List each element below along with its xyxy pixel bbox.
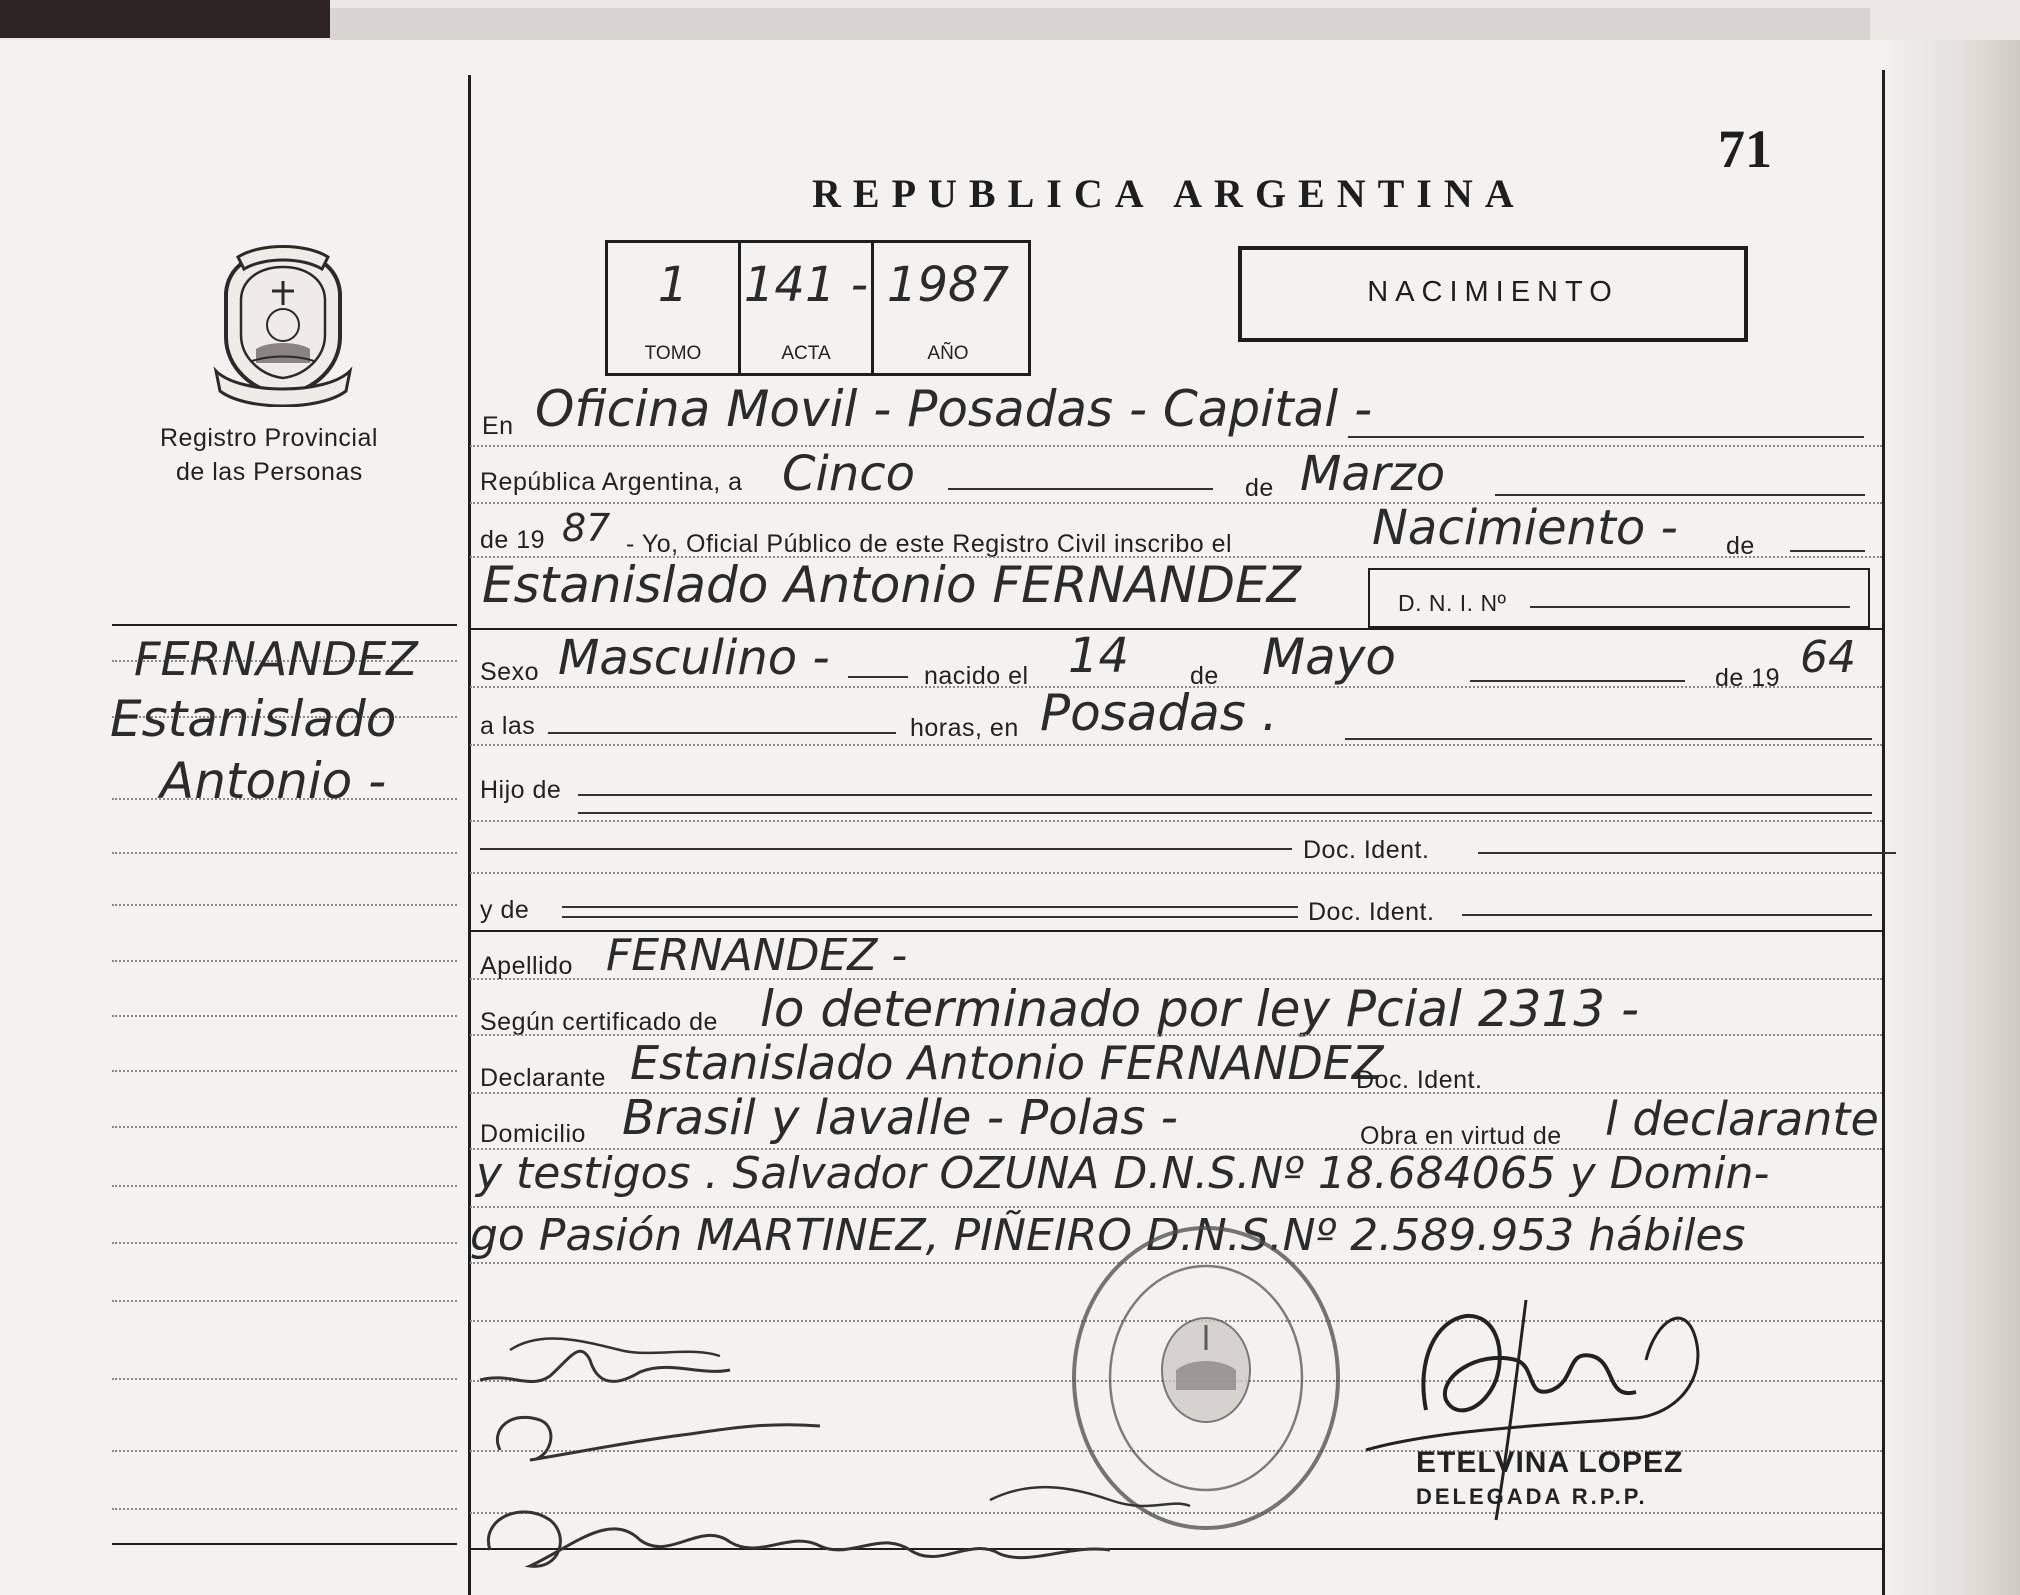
acta-label: ACTA <box>781 343 831 364</box>
fill-line <box>848 676 908 678</box>
obra-value: l declarante <box>1605 1092 1879 1146</box>
official-name: ETELVINA LOPEZ <box>1416 1446 1684 1479</box>
inscribe-type: Nacimiento - <box>1372 500 1678 556</box>
page-edge <box>330 8 1870 44</box>
acta-value: 141 - <box>743 257 869 313</box>
margin-dotline <box>112 1450 457 1452</box>
margin-dotline <box>112 960 457 962</box>
fill-line <box>578 812 1872 814</box>
birth-month: Mayo <box>1262 628 1396 686</box>
page-number: 71 <box>1718 119 1772 179</box>
segun-label: Según certificado de <box>480 1008 718 1036</box>
page-title: REPUBLICA ARGENTINA <box>812 171 1526 216</box>
margin-given-name-1: Estanislado <box>110 690 397 748</box>
margin-dotline <box>112 904 457 906</box>
doc-ident-1: Doc. Ident. <box>1303 836 1430 864</box>
registry-name-line1: Registro Provincial <box>160 424 378 452</box>
fill-line <box>1790 550 1865 552</box>
domicilio-value: Brasil y lavalle - Polas - <box>622 1090 1178 1146</box>
month-text: Marzo <box>1300 446 1446 502</box>
fill-line <box>562 916 1298 918</box>
margin-rule-bottom <box>112 1543 457 1545</box>
full-name: Estanislado Antonio FERNANDEZ <box>482 556 1301 614</box>
year-prefix: de 19 <box>480 526 546 554</box>
day-text: Cinco <box>782 446 916 502</box>
margin-dotline <box>112 1300 457 1302</box>
fill-line <box>1462 914 1872 916</box>
fill-line <box>1478 852 1896 854</box>
row-dotline <box>470 1206 1882 1208</box>
page-stack-edge <box>1880 40 2020 1595</box>
doc-ident-3: Doc. Ident. <box>1356 1066 1483 1094</box>
sexo-value: Masculino - <box>558 630 830 686</box>
yo-text: - Yo, Oficial Público de este Registro Civil inscribo el <box>626 530 1233 558</box>
margin-rule-top <box>112 624 457 626</box>
republica-label: República Argentina, a <box>480 468 743 496</box>
official-title: DELEGADA R.P.P. <box>1416 1484 1648 1509</box>
a-las-label: a las <box>480 712 536 740</box>
birth-year: 64 <box>1800 632 1856 683</box>
row-dotline <box>470 445 1882 447</box>
registry-box <box>605 240 1031 376</box>
margin-dotline <box>112 852 457 854</box>
margin-given-name-2: Antonio - <box>160 752 387 810</box>
doc-ident-2: Doc. Ident. <box>1308 898 1435 926</box>
year-suffix: 87 <box>562 506 611 550</box>
horas-en-label: horas, en <box>910 714 1019 742</box>
row-dotline <box>470 744 1882 746</box>
margin-dotline <box>112 1242 457 1244</box>
fill-line <box>1348 436 1864 438</box>
segun-value: lo determinado por ley Pcial 2313 - <box>760 980 1640 1038</box>
fill-line <box>562 906 1298 908</box>
row-dotline <box>470 820 1882 822</box>
background-corner <box>0 0 330 38</box>
witness-line-2: go Pasión MARTINEZ, PIÑEIRO D.N.S.Nº 2.589.953 hábiles <box>470 1210 1746 1261</box>
y-de-label: y de <box>480 896 530 924</box>
tomo-cell <box>608 243 741 373</box>
witness-signatures <box>470 1310 1230 1590</box>
de19-label: de 19 <box>1715 664 1781 692</box>
margin-surname: FERNANDEZ <box>134 632 418 686</box>
dni-label: D. N. I. Nº <box>1398 590 1507 616</box>
apellido-value: FERNANDEZ - <box>606 930 908 981</box>
tomo-label: TOMO <box>644 343 702 364</box>
coat-of-arms-seal <box>210 245 356 407</box>
fill-line <box>480 848 1292 850</box>
margin-dotline <box>112 1070 457 1072</box>
fill-line <box>948 488 1213 490</box>
ano-value: 1987 <box>886 257 1010 313</box>
birth-place: Posadas . <box>1040 684 1278 742</box>
witness-line-1: y testigos . Salvador OZUNA D.N.S.Nº 18.684065 y Domin- <box>476 1148 1770 1199</box>
margin-dotline <box>112 1508 457 1510</box>
margin-dotline <box>112 1126 457 1128</box>
fill-line <box>1530 606 1850 608</box>
margin-dotline <box>112 1378 457 1380</box>
de-label: de <box>1245 474 1274 502</box>
birth-day: 14 <box>1068 628 1130 684</box>
en-label: En <box>482 412 514 440</box>
apellido-label: Apellido <box>480 952 573 980</box>
fill-line <box>1345 738 1872 740</box>
margin-dotline <box>112 1185 457 1187</box>
de-label-2: de <box>1726 532 1755 560</box>
hijo-de-label: Hijo de <box>480 776 562 804</box>
de-label-3: de <box>1190 662 1219 690</box>
divider-right <box>1882 70 1885 1595</box>
ano-label: AÑO <box>927 343 969 364</box>
acta-cell <box>741 243 874 373</box>
declarante-value: Estanislado Antonio FERNANDEZ <box>630 1036 1384 1090</box>
fill-line <box>1470 680 1685 682</box>
margin-dotline <box>112 1015 457 1017</box>
fill-line <box>578 794 1872 796</box>
sexo-label: Sexo <box>480 658 539 686</box>
domicilio-label: Domicilio <box>480 1120 586 1148</box>
declarante-label: Declarante <box>480 1064 606 1092</box>
fill-line <box>548 732 896 734</box>
registry-name-line2: de las Personas <box>176 458 363 486</box>
record-type-box: NACIMIENTO <box>1238 246 1748 342</box>
fill-line <box>1495 494 1865 496</box>
official-signature <box>1356 1260 1726 1540</box>
nacido-label: nacido el <box>924 662 1029 690</box>
obra-label: Obra en virtud de <box>1360 1122 1562 1150</box>
tomo-value: 1 <box>657 257 689 313</box>
oficina-value: Oficina Movil - Posadas - Capital - <box>535 380 1373 438</box>
row-dotline <box>470 872 1882 874</box>
ano-cell <box>874 243 1022 373</box>
